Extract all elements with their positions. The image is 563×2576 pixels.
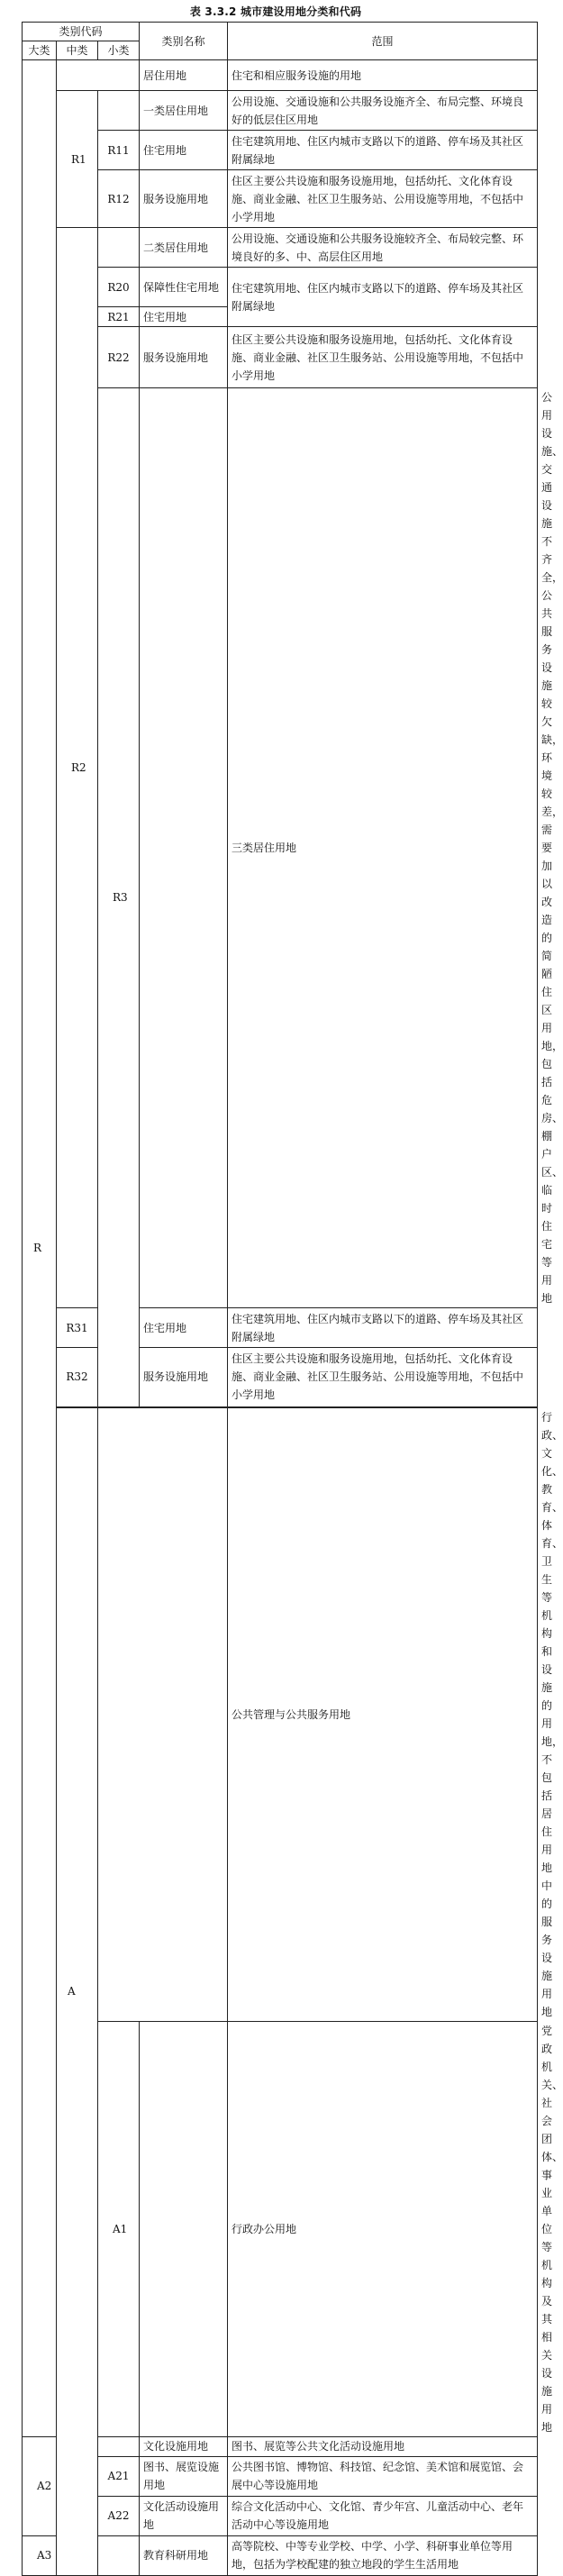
land-use-classification-table (22, 22, 563, 2576)
category-scope: 住宅建筑用地、住区内城市支路以下的道路、停车场及其社区附属绿地 (228, 1308, 538, 1348)
code-zhong-r1: R1 (57, 91, 98, 228)
category-name: 保障性住宅用地 (140, 268, 228, 307)
category-scope: 综合文化活动中心、文化馆、青少年宫、儿童活动中心、老年活动中心等设施用地 (228, 2496, 538, 2535)
code-xiao-r22: R22 (98, 327, 140, 388)
code-da-r: R (23, 60, 57, 2437)
table-row (23, 268, 538, 307)
table-row: R3 三类居住用地 公用设施、交通设施不齐全，公共服务设施较欠缺，环境较差，需要加以改造的简陋住区用地，包括危房、棚户区、临时住宅等用地 (23, 388, 538, 1308)
category-name: 文化设施用地 (140, 2436, 228, 2456)
category-name: 二类居住用地 (140, 228, 228, 268)
table-row (23, 131, 538, 170)
category-name: 行政办公用地 (228, 2021, 538, 2436)
category-name: 公共管理与公共服务用地 (228, 1407, 538, 2022)
table-title: 表 3.3.2 城市建设用地分类和代码 (189, 5, 362, 18)
code-zhong-r2: R2 (57, 228, 98, 1308)
code-zhong-a3: A3 (23, 2535, 57, 2575)
header-code-group: 类别代码 (23, 23, 140, 41)
category-name: 住宅用地 (140, 131, 228, 170)
table-row (23, 327, 538, 388)
empty-cell (98, 1407, 228, 2022)
code-da-a: A (57, 1407, 98, 2576)
category-scope: 公用设施、交通设施和公共服务设施齐全、布局完整、环境良好的低层住区用地 (228, 91, 538, 131)
table-row (23, 60, 538, 91)
category-name: 服务设施用地 (140, 1348, 228, 1407)
table-row (23, 2535, 538, 2575)
table-row: A1 行政办公用地 党政机关、社会团体、事业单位等机构及其相关设施用地 (23, 2021, 538, 2436)
empty-cell (57, 60, 140, 91)
code-xiao-a22: A22 (98, 2496, 140, 2535)
empty-cell (140, 2021, 228, 2436)
code-xiao-r21: R21 (98, 307, 140, 327)
category-scope: 高等院校、中等专业学校、中学、小学、科研事业单位等用地，包括为学校配建的独立地段的学生生活用地 (228, 2535, 538, 2575)
table-row (23, 2436, 538, 2456)
table-row (23, 91, 538, 131)
table-row (23, 228, 538, 268)
header-zhong: 中类 (57, 41, 98, 60)
table-row (23, 2496, 538, 2535)
category-name: 住宅用地 (140, 1308, 228, 1348)
table-header (23, 23, 538, 60)
code-xiao-r20: R20 (98, 268, 140, 307)
category-name: 一类居住用地 (140, 91, 228, 131)
empty-cell (98, 2535, 140, 2575)
category-scope: 住宅建筑用地、住区内城市支路以下的道路、停车场及其社区附属绿地 (228, 131, 538, 170)
category-name: 教育科研用地 (140, 2535, 228, 2575)
category-name: 居住用地 (140, 60, 228, 91)
category-scope: 图书、展览等公共文化活动设施用地 (228, 2436, 538, 2456)
table-row (23, 170, 538, 228)
code-xiao-r11: R11 (98, 131, 140, 170)
category-scope: 住区主要公共设施和服务设施用地，包括幼托、文化体育设施、商业金融、社区卫生服务站、公用设施等用地，不包括中小学用地 (228, 327, 538, 388)
category-scope: 公共图书馆、博物馆、科技馆、纪念馆、美术馆和展览馆、会展中心等设施用地 (228, 2456, 538, 2496)
empty-cell (140, 388, 228, 1308)
code-xiao-r32: R32 (57, 1348, 98, 1407)
category-name: 图书、展览设施用地 (140, 2456, 228, 2496)
code-xiao-r31: R31 (57, 1308, 98, 1348)
category-name: 住宅用地 (140, 307, 228, 327)
category-name: 三类居住用地 (228, 388, 538, 1308)
empty-cell (98, 91, 140, 131)
category-scope: 住宅建筑用地、住区内城市支路以下的道路、停车场及其社区附属绿地 (228, 268, 538, 327)
code-xiao-a21: A21 (98, 2456, 140, 2496)
category-scope: 住区主要公共设施和服务设施用地，包括幼托、文化体育设施、商业金融、社区卫生服务站、公用设施等用地，不包括中小学用地 (228, 170, 538, 228)
category-scope: 住宅和相应服务设施的用地 (228, 60, 538, 91)
header-xiao: 小类 (98, 41, 140, 60)
code-zhong-a2: A2 (23, 2436, 57, 2535)
table-row: A 公共管理与公共服务用地 行政、文化、教育、体育、卫生等机构和设施的用地，不包括居住用地中的服务设施用地 (23, 1407, 538, 2022)
code-zhong-a1: A1 (98, 2021, 140, 2436)
category-scope: 公用设施、交通设施和公共服务设施较齐全、布局较完整、环境良好的多、中、高层住区用地 (228, 228, 538, 268)
table-row (23, 2456, 538, 2496)
category-name: 文化活动设施用地 (140, 2496, 228, 2535)
category-scope: 住区主要公共设施和服务设施用地，包括幼托、文化体育设施、商业金融、社区卫生服务站、公用设施等用地，不包括中小学用地 (228, 1348, 538, 1407)
header-da: 大类 (23, 41, 57, 60)
header-name: 类别名称 (140, 23, 228, 60)
empty-cell (98, 228, 140, 268)
header-scope: 范围 (228, 23, 538, 60)
empty-cell (98, 2436, 140, 2456)
code-zhong-r3: R3 (98, 388, 140, 1407)
code-xiao-r12: R12 (98, 170, 140, 228)
category-name: 服务设施用地 (140, 170, 228, 228)
category-name: 服务设施用地 (140, 327, 228, 388)
